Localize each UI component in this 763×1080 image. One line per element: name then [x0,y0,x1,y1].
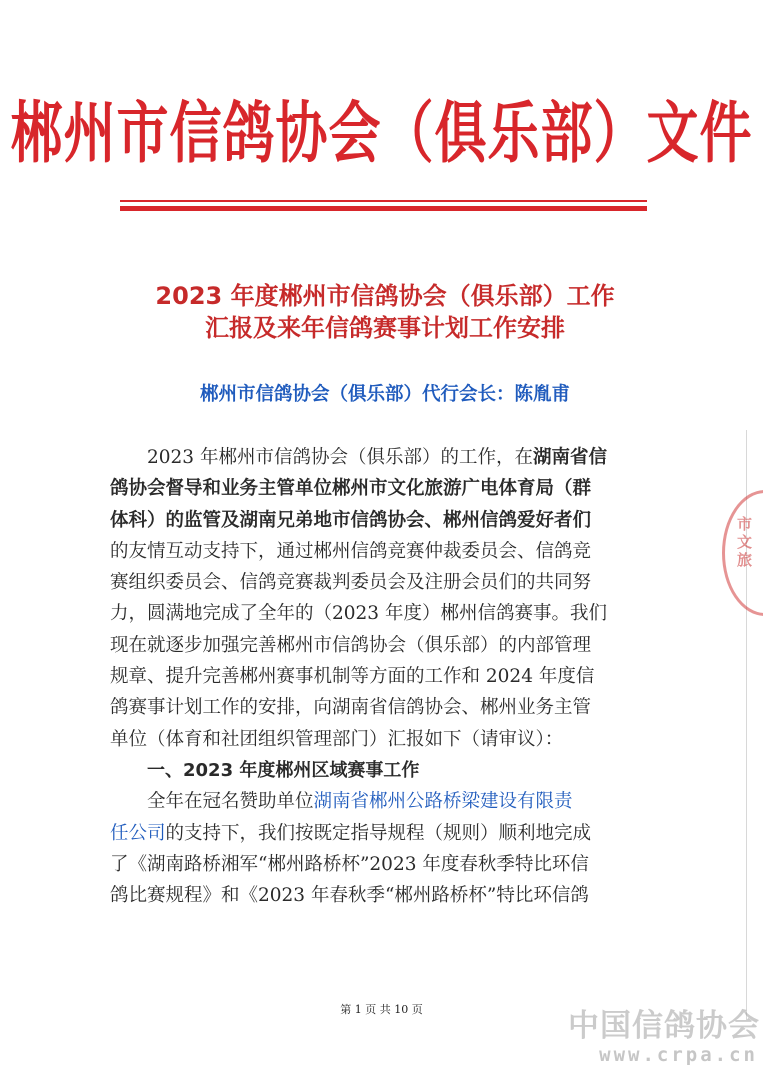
text-segment: 的支持下，我们按既定指导规程（规则）顺利地完成 [165,822,592,844]
paragraph-1-line-3 [110,505,650,536]
highlight-segment: 体科）的监管及湖南兄弟地市信鸽协会、郴州信鸽爱好者们 [110,509,592,531]
paragraph-1-line-6: 力，圆满地完成了全年的（2023 年度）郴州信鸽赛事。我们 [110,603,607,625]
highlight-segment: 湖南省信 [532,447,607,468]
paragraph-1-line-8: 规章、提升完善郴州赛事机制等方面的工作和 2024 年度信 [110,666,595,688]
page-number-footer: 第 1 页 共 10 页 [340,1003,423,1016]
paragraph-1-line-5: 赛组织委员会、信鸽竞赛裁判委员会及注册会员们的共同努 [110,572,592,594]
title-line-2: 汇报及来年信鸽赛事计划工作安排 [205,314,565,342]
paragraph-1-line-7: 现在就逐步加强完善郴州市信鸽协会（俱乐部）的内部管理 [110,634,592,656]
document-masthead: 郴州市信鸽协会（俱乐部）文件 [10,95,753,173]
paragraph-1-line-10: 单位（体育和社团组织管理部门）汇报如下（请审议）： [110,728,564,750]
watermark-name: 中国信鸽协会 [568,1008,760,1044]
text-segment: 2023 年郴州市信鸽协会（俱乐部）的工作，在 [147,447,533,468]
watermark-url: www.crpa.cn [599,1044,758,1066]
paragraph-2-line-2 [110,818,650,849]
document-body [110,442,650,911]
paragraph-2-line-3: 了《湖南路桥湘军“郴州路桥杯”2023 年度春秋季特比环信 [110,853,589,875]
masthead-rule-thin [120,200,647,202]
paragraph-1-line-2: 鸽协会督导和业务主管单位郴州市文化旅游广电体育局（群 [110,478,592,500]
paragraph-1-line-9: 鸽赛事计划工作的安排，向湖南省信鸽协会、郴州业务主管 [110,697,592,719]
paragraph-1-line-1 [110,442,650,473]
sponsor-name-segment: 湖南省郴州公路桥梁建设有限责 [313,791,573,813]
text-segment: 全年在冠名赞助单位 [147,791,314,813]
paragraph-1-line-4: 的友情互动支持下，通过郴州信鸽竞赛仲裁委员会、信鸽竞 [110,540,592,562]
section-heading: 一、2023 年度郴州区域赛事工作 [147,759,420,781]
paragraph-2-line-1 [110,786,650,817]
title-line-1: 2023 年度郴州市信鸽协会（俱乐部）工作 [155,282,615,310]
author-line: 郴州市信鸽协会（俱乐部）代行会长：陈胤甫 [199,384,570,405]
masthead-rule-thick [120,206,647,211]
stamp-text: 市文旅 [737,515,753,569]
paragraph-2-line-4: 鸽比赛规程》和《2023 年春秋季“郴州路桥杯”特比环信鸽 [110,885,589,907]
sponsor-name-segment: 任公司 [110,822,166,844]
document-title [80,280,690,344]
